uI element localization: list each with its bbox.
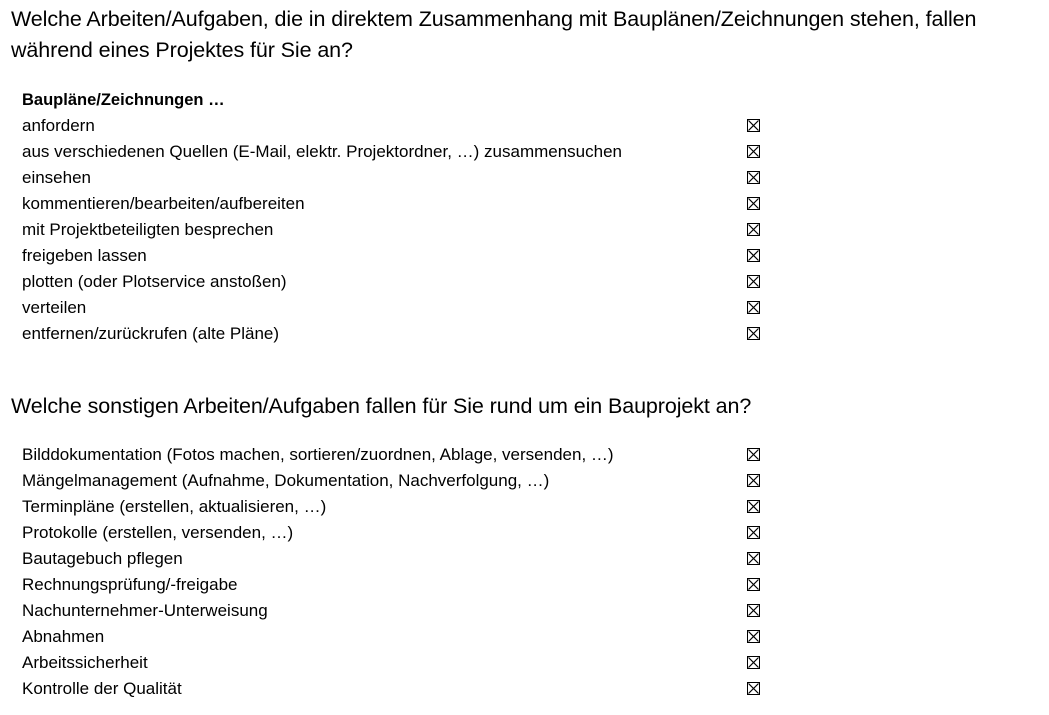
item-label: entfernen/zurückrufen (alte Pläne)	[22, 324, 280, 343]
list-item	[22, 217, 782, 243]
item-label: anfordern	[22, 116, 95, 135]
list-item	[22, 113, 782, 139]
checkbox-x-icon[interactable]	[747, 223, 760, 236]
checkbox-x-icon[interactable]	[747, 682, 760, 695]
item-label: Nachunternehmer-Unterweisung	[22, 601, 268, 620]
list-item	[22, 295, 782, 321]
checkbox-x-icon[interactable]	[747, 327, 760, 340]
list-item	[22, 546, 782, 572]
list-item	[22, 139, 782, 165]
list-item	[22, 676, 782, 702]
item-label: Abnahmen	[22, 627, 105, 646]
item-label: freigeben lassen	[22, 246, 147, 265]
item-label: verteilen	[22, 298, 87, 317]
checkbox-x-icon[interactable]	[747, 578, 760, 591]
item-label: plotten (oder Plotservice anstoßen)	[22, 272, 287, 291]
checkbox-x-icon[interactable]	[747, 630, 760, 643]
item-label: aus verschiedenen Quellen (E-Mail, elektr. Projektordner, …) zusammensuchen	[22, 142, 623, 161]
list-item	[22, 269, 782, 295]
item-label: Protokolle (erstellen, versenden, …)	[22, 523, 294, 542]
checkbox-x-icon[interactable]	[747, 526, 760, 539]
item-label: Arbeitssicherheit	[22, 653, 148, 672]
checkbox-x-icon[interactable]	[747, 604, 760, 617]
list-item	[22, 572, 782, 598]
question-2-text: Welche sonstigen Arbeiten/Aufgaben fallen für Sie rund um ein Bauprojekt an?	[11, 394, 752, 418]
item-label: Rechnungsprüfung/-freigabe	[22, 575, 238, 594]
item-label: kommentieren/bearbeiten/aufbereiten	[22, 194, 305, 213]
checkbox-x-icon[interactable]	[747, 145, 760, 158]
list-item	[22, 191, 782, 217]
list-item	[22, 321, 782, 347]
list-item	[22, 165, 782, 191]
checkbox-x-icon[interactable]	[747, 171, 760, 184]
checkbox-x-icon[interactable]	[747, 474, 760, 487]
list-item	[22, 468, 782, 494]
checkbox-x-icon[interactable]	[747, 656, 760, 669]
item-label: Mängelmanagement (Aufnahme, Dokumentation, Nachverfolgung, …)	[22, 471, 550, 490]
item-label: Bilddokumentation (Fotos machen, sortieren/zuordnen, Ablage, versenden, …)	[22, 445, 614, 464]
list-item	[22, 650, 782, 676]
list-item	[22, 494, 782, 520]
item-label: Bautagebuch pflegen	[22, 549, 183, 568]
list-item	[22, 442, 782, 468]
checkbox-x-icon[interactable]	[747, 275, 760, 288]
list-item	[22, 624, 782, 650]
task-list-plans	[22, 87, 782, 347]
checkbox-x-icon[interactable]	[747, 301, 760, 314]
item-label: Terminpläne (erstellen, aktualisieren, …)	[22, 497, 327, 516]
checkbox-x-icon[interactable]	[747, 552, 760, 565]
item-label: einsehen	[22, 168, 92, 187]
checkbox-x-icon[interactable]	[747, 119, 760, 132]
item-label: Kontrolle der Qualität	[22, 679, 182, 698]
list-heading-plans: Baupläne/Zeichnungen …	[22, 91, 225, 109]
list-item	[22, 520, 782, 546]
list-item	[22, 598, 782, 624]
checkbox-x-icon[interactable]	[747, 197, 760, 210]
item-label: mit Projektbeteiligten besprechen	[22, 220, 274, 239]
checkbox-x-icon[interactable]	[747, 448, 760, 461]
checkbox-x-icon[interactable]	[747, 249, 760, 262]
list-item	[22, 243, 782, 269]
task-list-other	[22, 442, 782, 702]
checkbox-x-icon[interactable]	[747, 500, 760, 513]
question-1-text: Welche Arbeiten/Aufgaben, die in direktem Zusammenhang mit Bauplänen/Zeichnungen stehen, fallen während eines Projektes für Sie an?	[11, 7, 977, 62]
